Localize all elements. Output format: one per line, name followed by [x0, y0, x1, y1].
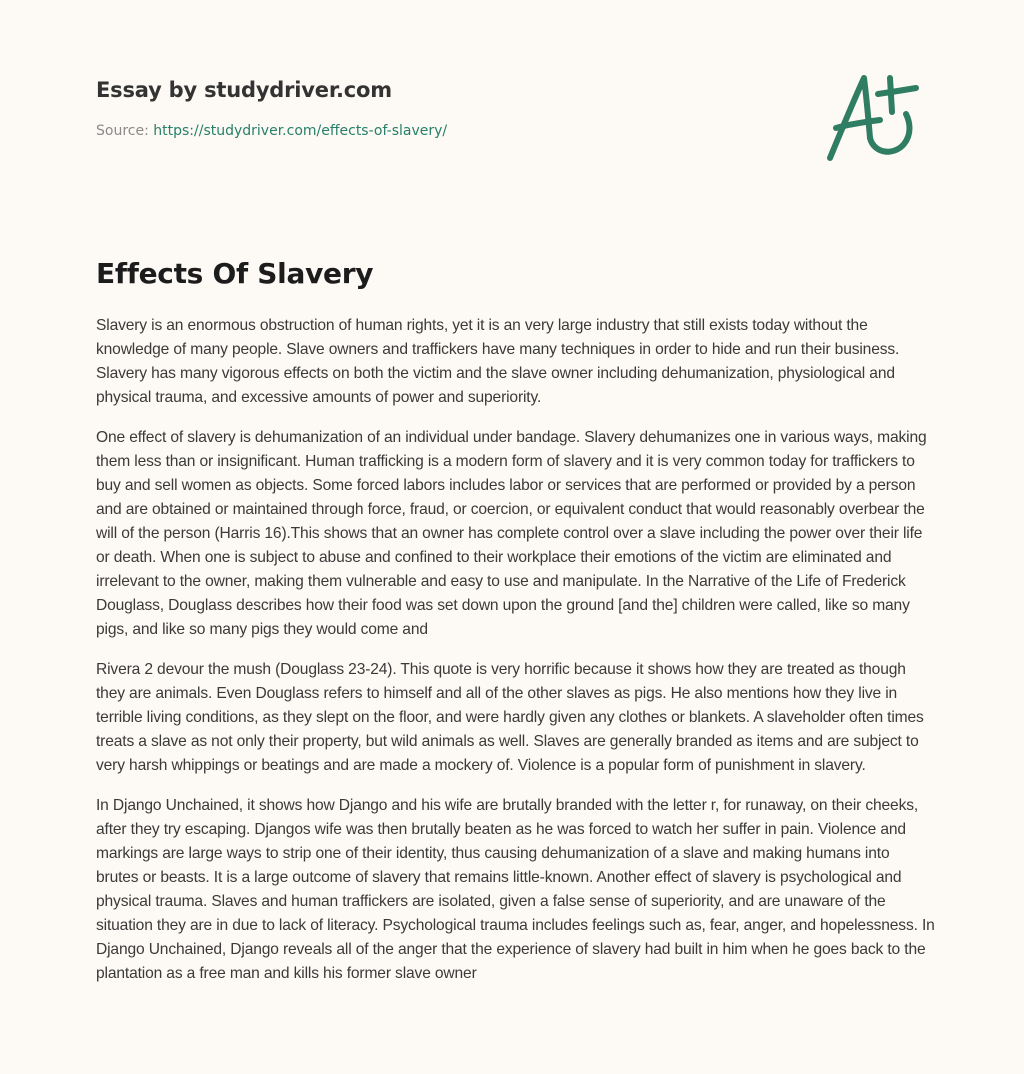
page-header: [96, 76, 928, 141]
source-line: [96, 121, 928, 141]
essay-paragraph: One effect of slavery is dehumanization of an individual under bandage. Slavery dehumanizes one in various ways, making them less than or insignificant. Human trafficking is a modern form of slavery and it is very common today for traffickers to buy and sell women as objects. Some forced labors includes labor or services that are performed or provided by a person and are obtained or maintained through force, fraud, or coercion, or equivalent conduct that would reasonably overbear the will of the person (Harris 16).This shows that an owner has complete control over a slave including the power over their life or death. When one is subject to abuse and confined to their workplace their emotions of the victim are eliminated and irrelevant to the owner, making them vulnerable and easy to use and manipulate. In the Narrative of the Life of Frederick Douglass, Douglass describes how their food was set down upon the ground [and the] children were called, like so many pigs, and like so many pigs they would come and: [96, 429, 927, 638]
site-title: Essay by studydriver.com: [96, 78, 392, 102]
essay-paragraph: In Django Unchained, it shows how Django and his wife are brutally branded with the letter r, for runaway, on their cheeks, after they try escaping. Djangos wife was then brutally beaten as he was forced to watch her suffer in pain. Violence and markings are large ways to strip one of their identity, thus causing dehumanization of a slave and making humans into brutes or beasts. It is a large outcome of slavery that remains little-known. Another effect of slavery is psychological and physical trauma. Slaves and human traffickers are isolated, given a false sense of superiority, and are unaware of the situation they are in due to lack of literacy. Psychological trauma includes feelings such as, fear, anger, and hopelessness. In Django Unchained, Django reveals all of the anger that the experience of slavery had built in him when he goes back to the plantation as a free man and kills his former slave owner: [96, 797, 935, 982]
a-plus-grade-icon: [820, 64, 930, 168]
essay-paragraph: Rivera 2 devour the mush (Douglass 23-24). This quote is very horrific because it shows how they are treated as though they are animals. Even Douglass refers to himself and all of the other slaves as pigs. He also mentions how they live in terrible living conditions, as they slept on the floor, and were hardly given any clothes or blankets. A slaveholder often times treats a slave as not only their property, but wild animals as well. Slaves are generally branded as items and are subject to very harsh whippings or beatings and are made a mockery of. Violence is a popular form of punishment in slavery.: [96, 661, 924, 774]
essay-paragraph: Slavery is an enormous obstruction of human rights, yet it is an very large industry that still exists today without the knowledge of many people. Slave owners and traffickers have many techniques in order to hide and run their business. Slavery has many vigorous effects on both the victim and the slave owner including dehumanization, physiological and physical trauma, and excessive amounts of power and superiority.: [96, 317, 900, 406]
essay-title: Effects Of Slavery: [96, 257, 374, 290]
source-label: Source:: [96, 123, 149, 139]
essay-body: [96, 314, 936, 1002]
source-link[interactable]: https://studydriver.com/effects-of-slavery/: [153, 123, 448, 139]
